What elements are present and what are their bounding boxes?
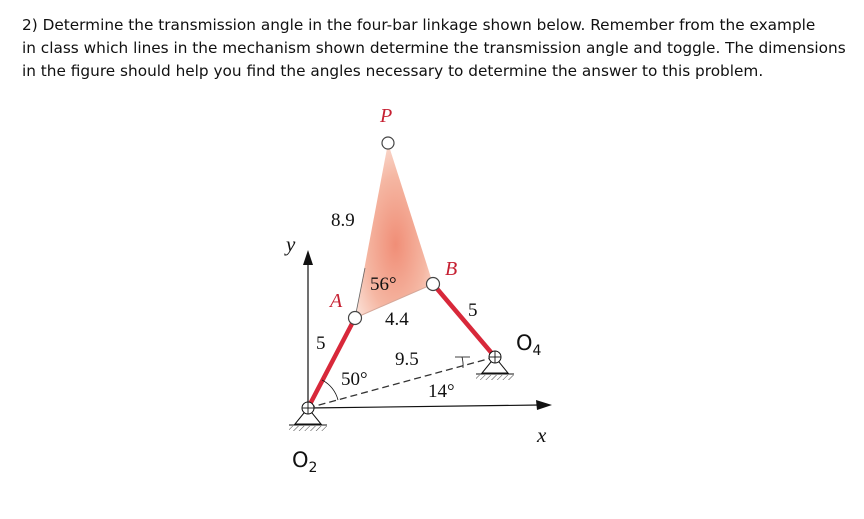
label-o4 <box>516 331 542 359</box>
pin-joint-p <box>382 137 394 149</box>
label-p: P <box>380 105 393 127</box>
dim-coupler-side: 8.9 <box>331 210 355 231</box>
x-axis-arrowhead <box>536 400 552 410</box>
label-y: y <box>286 232 296 256</box>
label-x: x <box>537 423 547 447</box>
problem-line-3: in the figure should help you find the angles necessary to determine the answer to this problem. <box>22 62 764 80</box>
dim-coupler-base: 4.4 <box>385 309 409 330</box>
label-o2 <box>292 448 317 476</box>
dim-rocker-length: 5 <box>468 300 478 321</box>
pin-joint-a <box>349 312 362 325</box>
label-o4-subscript: 4 <box>532 343 542 359</box>
y-axis-arrowhead <box>303 250 313 265</box>
rocker-link <box>433 284 495 357</box>
dim-ground-angle: 14° <box>428 381 455 402</box>
label-a: A <box>330 290 343 312</box>
dim-coupler-angle: 56° <box>370 274 397 295</box>
pin-joint-b <box>427 278 440 291</box>
ground-support-o2 <box>289 402 327 431</box>
problem-line-1: 2) Determine the transmission angle in the four-bar linkage shown below. Remember from the example <box>22 16 816 34</box>
label-o4-main: O <box>516 331 533 355</box>
dim-crank-angle: 50° <box>341 369 368 390</box>
x-axis <box>308 405 540 408</box>
crank-link <box>308 318 355 408</box>
ground-support-o4 <box>476 351 514 380</box>
problem-line-2: in class which lines in the mechanism shown determine the transmission angle and toggle. The dimensions <box>22 39 846 57</box>
crank-angle-arc <box>322 380 338 400</box>
dim-crank-length: 5 <box>316 333 326 354</box>
dim-ground-length: 9.5 <box>395 349 419 370</box>
label-o2-main: O <box>292 448 309 472</box>
label-o2-subscript: 2 <box>308 460 318 476</box>
label-b: B <box>445 258 458 280</box>
